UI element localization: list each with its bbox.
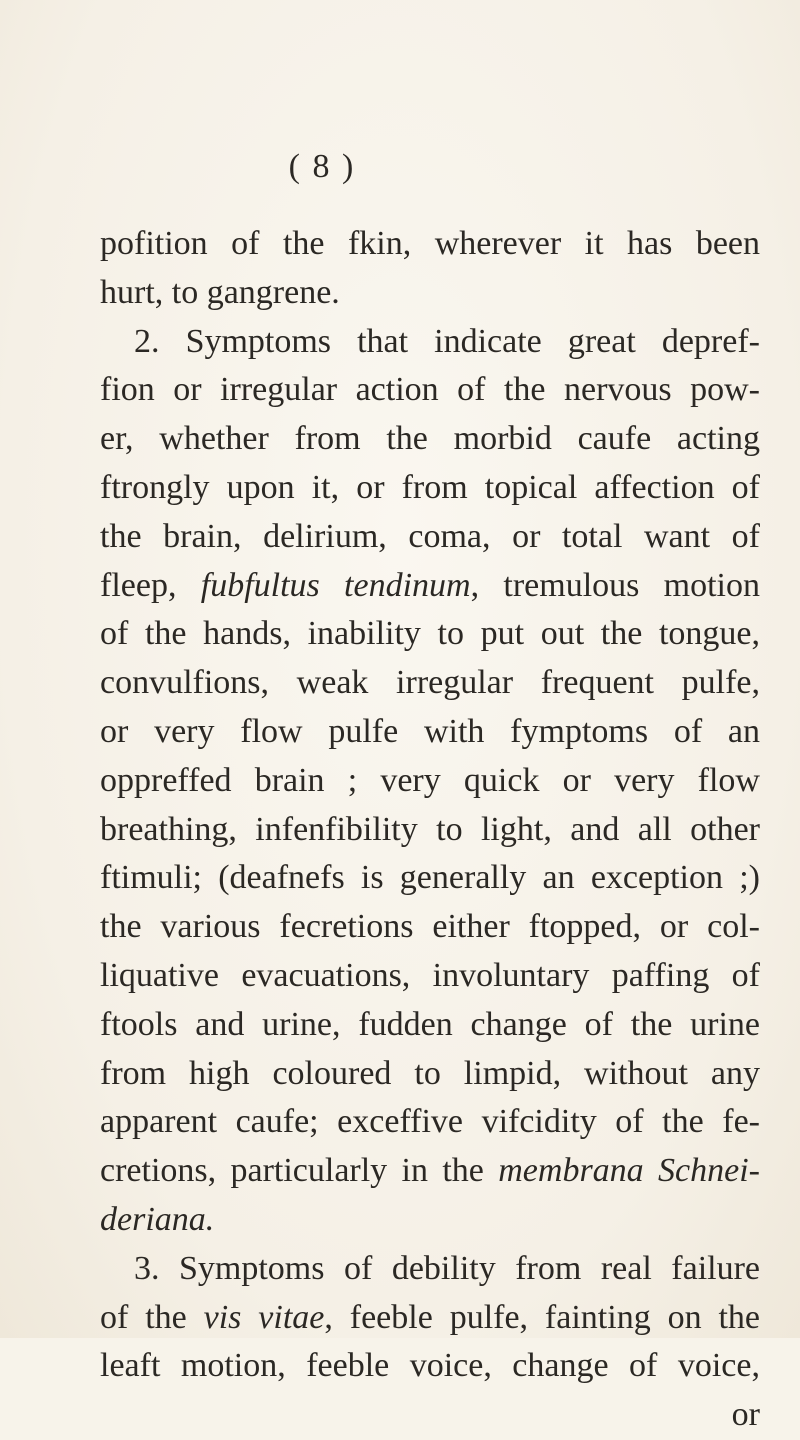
- page-number: ( 8 ): [288, 148, 356, 185]
- text-run: , tremulous motion: [470, 566, 760, 604]
- text-line: 3. Symptoms of debility from real failure: [134, 1249, 760, 1287]
- text-line: leaft motion, feeble voice, change of voice,: [100, 1347, 760, 1385]
- text-line: [100, 562, 760, 611]
- text-line: the various fecretions either ftopped, or col-: [100, 908, 760, 946]
- text-line: 2. Symptoms that indicate great depref-: [134, 322, 760, 360]
- text-run: , feeble pulfe, fainting on the: [324, 1298, 760, 1336]
- text-line: oppreffed brain ; very quick or very flow: [100, 761, 760, 799]
- text-line: or very flow pulfe with fymptoms of an: [100, 712, 760, 750]
- text-line: er, whether from the morbid caufe acting: [100, 420, 760, 458]
- text-line: from high coloured to limpid, without any: [100, 1054, 760, 1092]
- text-line: ftools and urine, fudden change of the urine: [100, 1005, 760, 1043]
- text-line: liquative evacuations, involuntary paffing of: [100, 956, 760, 994]
- text-run: fleep,: [100, 566, 201, 604]
- text-line: the brain, delirium, coma, or total want of: [100, 517, 760, 555]
- text-line: convulfions, weak irregular frequent pulfe,: [100, 664, 760, 702]
- text-run: of the: [100, 1298, 204, 1336]
- body-text: [100, 220, 760, 1440]
- latin-term: membrana Schnei-: [498, 1152, 760, 1190]
- latin-term: vis vitae: [203, 1298, 325, 1336]
- text-line: ftimuli; (deafnefs is generally an exception ;): [100, 859, 760, 897]
- text-line: pofition of the fkin, wherever it has been: [100, 225, 760, 262]
- latin-term: fubfultus tendinum: [200, 566, 471, 604]
- text-line: [100, 1147, 760, 1196]
- text-line: breathing, infenfibility to light, and all other: [100, 810, 760, 848]
- text-run: cretions, particularly in the: [100, 1152, 499, 1190]
- text-line: [100, 1196, 760, 1245]
- text-line: ftrongly upon it, or from topical affection of: [100, 468, 760, 506]
- latin-term: deriana.: [100, 1200, 215, 1238]
- catchword: or: [731, 1396, 760, 1434]
- text-line: of the hands, inability to put out the tongue,: [100, 615, 760, 653]
- text-line: apparent caufe; exceffive vifcidity of the fe-: [100, 1103, 760, 1141]
- text-line: fion or irregular action of the nervous pow-: [100, 371, 760, 409]
- text-line: [100, 1294, 760, 1343]
- text-line: hurt, to gangrene.: [100, 273, 340, 311]
